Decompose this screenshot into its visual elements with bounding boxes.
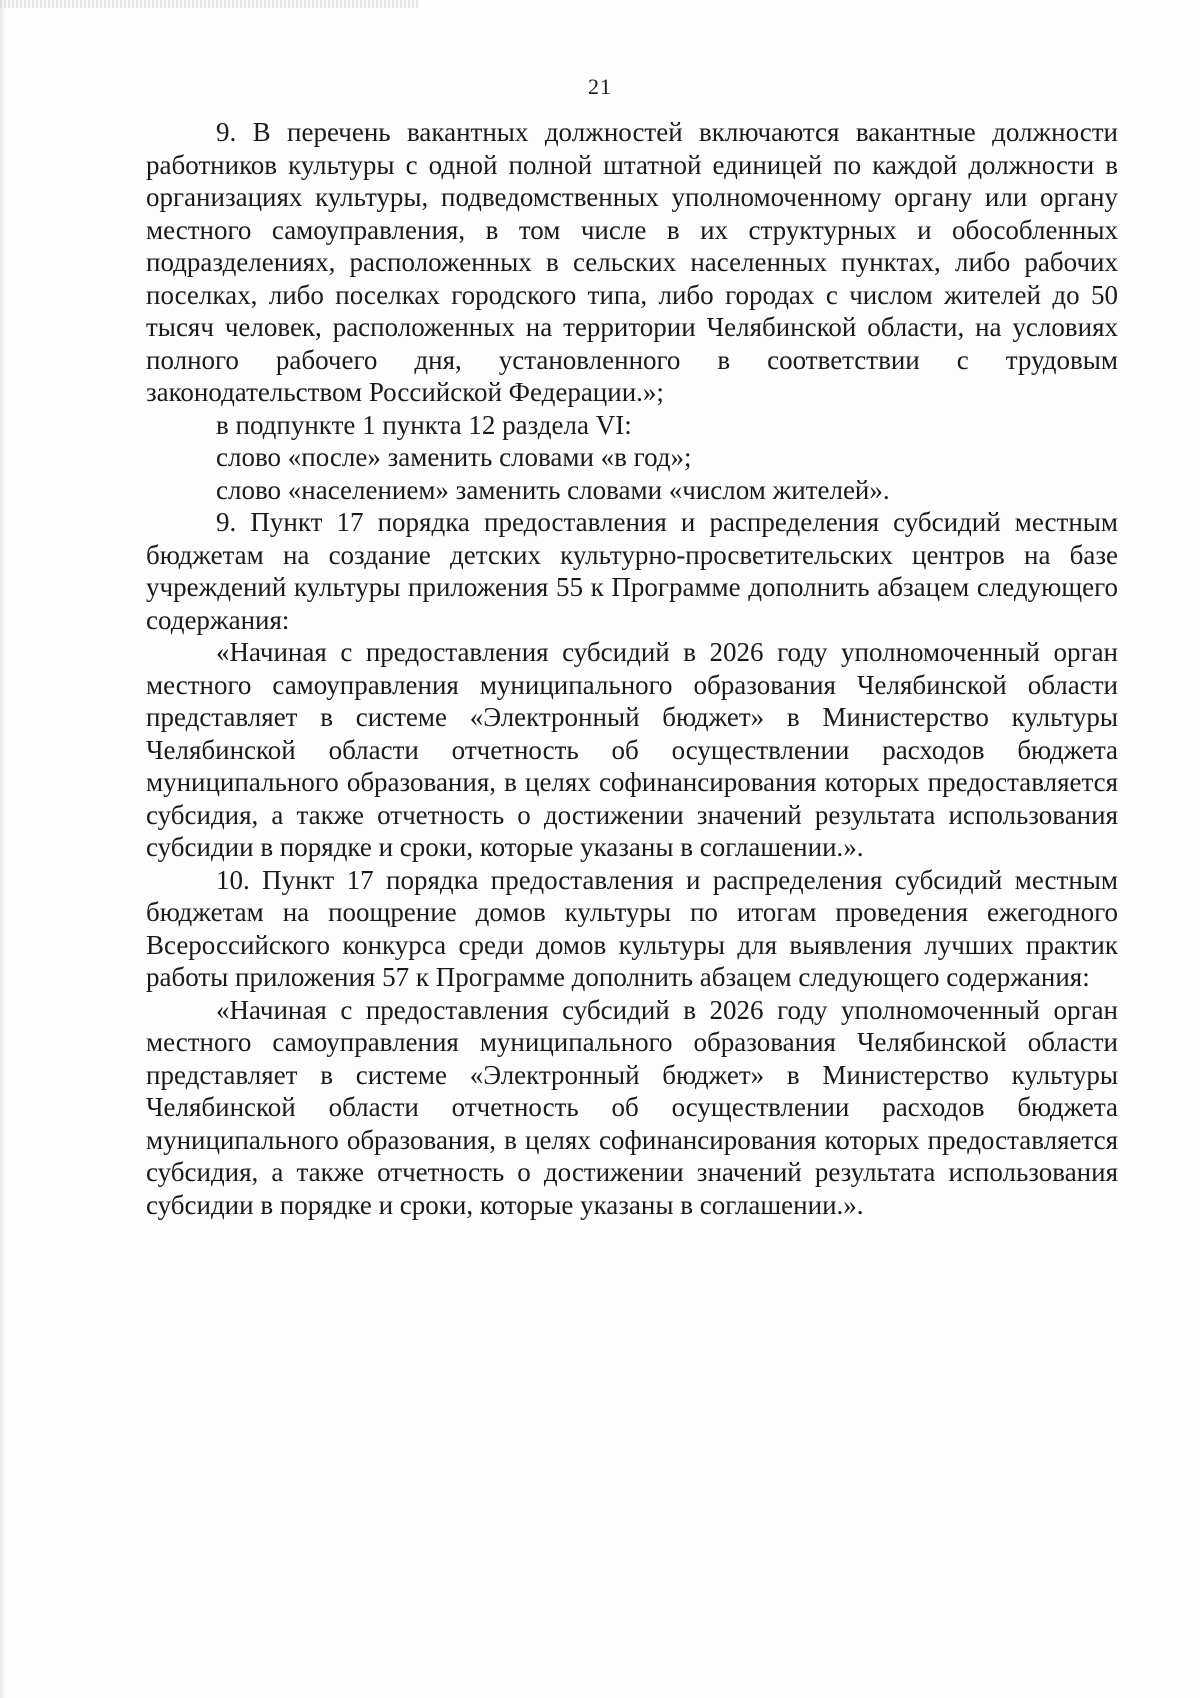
paragraph-word-replace-2: слово «населением» заменить словами «числом жителей». [216,474,890,505]
scan-edge-left [0,0,6,1698]
scan-edge-top [0,0,420,8]
paragraph-9-point-17: 9. Пункт 17 порядка предоставления и распределения субсидий местным бюджетам на создание детских культурно-просветительских центров на базе учреждений культуры приложения 55 к Программе дополнить абзацем следующего содержания: [146,507,1118,635]
paragraph-quote-2: «Начиная с предоставления субсидий в 2026 году уполномоченный орган местного самоуправления муниципального образования Челябинской области представляет в системе «Электронный бюджет» в Министерство культуры Челябинской области отчетность об осуществлении расходов бюджета муниципального образования, в целях софинансирования которых предоставляется субсидия, а также отчетность о достижении значений результата использования субсидии в порядке и сроки, которые указаны в соглашении.». [146,994,1118,1220]
paragraph-9-vacancies: 9. В перечень вакантных должностей включаются вакантные должности работников культуры с одной полной штатной единицей по каждой должности в организациях культуры, подведомственных уполномоченному органу или органу местного самоуправления, в том числе в их структурных и обособленных подразделениях, расположенных в сельских населенных пунктах, либо рабочих поселках, либо поселках городского типа, либо городах с числом жителей до 50 тысяч человек, расположенных на территории Челябинской области, на условиях полного рабочего дня, установленного в соответствии с трудовым законодательством Российской Федерации.»; [146,117,1118,407]
document-body [146,116,1118,1221]
paragraph-word-replace-1: слово «после» заменить словами «в год»; [216,442,692,472]
paragraph-subpoint-1: в подпункте 1 пункта 12 раздела VI: [216,409,632,440]
paragraph-10-point-17: 10. Пункт 17 порядка предоставления и распределения субсидий местным бюджетам на поощрение домов культуры по итогам проведения ежегодного Всероссийского конкурса среди домов культуры для выявления лучших практик работы приложения 57 к Программе дополнить абзацем следующего содержания: [146,864,1118,992]
paragraph-quote-1: «Начиная с предоставления субсидий в 2026 году уполномоченный орган местного самоуправления муниципального образования Челябинской области представляет в системе «Электронный бюджет» в Министерство культуры Челябинской области отчетность об осуществлении расходов бюджета муниципального образования, в целях софинансирования которых предоставляется субсидия, а также отчетность о достижении значений результата использования субсидии в порядке и сроки, которые указаны в соглашении.». [146,637,1118,862]
page-number: 21 [588,74,612,99]
